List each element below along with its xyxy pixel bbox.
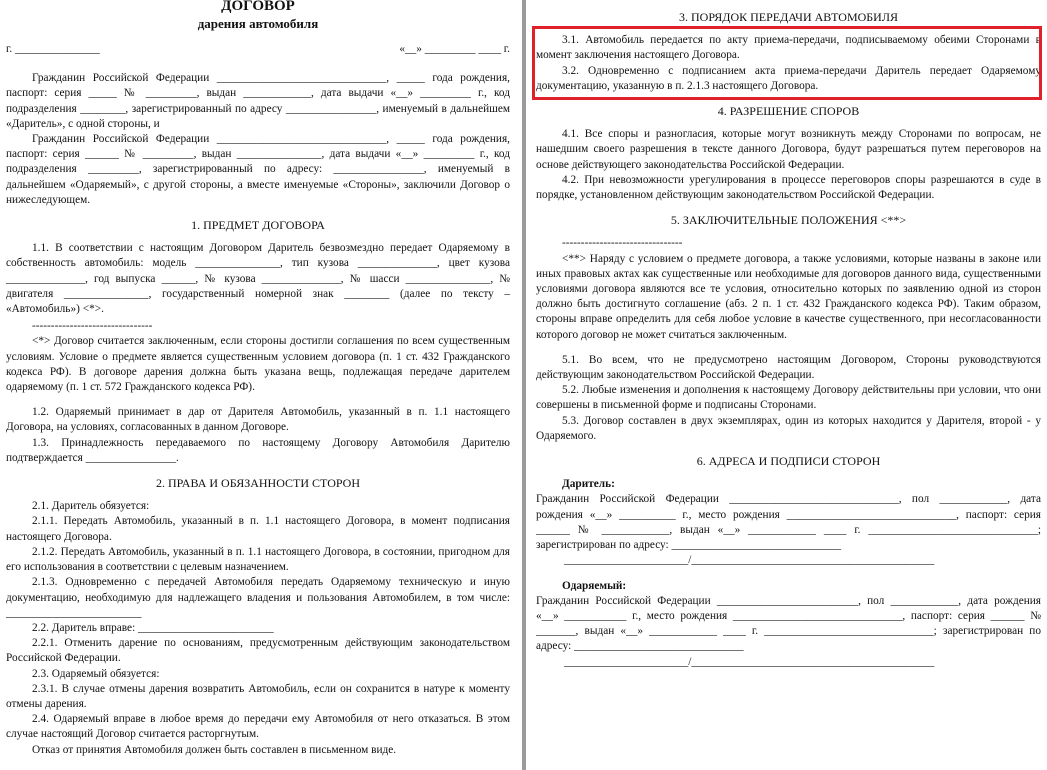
right-column [530,10,1047,670]
place-date-line [6,42,510,57]
donor-signature-line: ______________________/___________________________________________ [564,554,935,567]
clause-2-1-1: 2.1.1. Передать Автомобиль, указанный в п. 1.1 настоящего Договора, в момент подписания настоящего Договора. [6,515,510,543]
donor-details: Гражданин Российской Федерации ______________________________, пол ____________, дата рождения «__» __________ г., место рождения ______________________________, паспорт: серия ______ № ____________, выдан «__» ____________ ____ г. ______________________________; зарегистрирован по адресу: ______________________________ [536,493,1041,552]
document-subtitle: дарения автомобиля [197,16,319,31]
document-title: ДОГОВОР [221,0,295,14]
clause-2-1: 2.1. Даритель обязуется: [32,500,150,513]
page-divider [522,0,526,770]
section-1-title: 1. ПРЕДМЕТ ДОГОВОРА [191,218,325,233]
clause-3-1: 3.1. Автомобиль передается по акту приема-передачи, подписываемому обеими Сторонами в момент заключения настоящего Договора. [536,34,1041,62]
section-2-title: 2. ПРАВА И ОБЯЗАННОСТИ СТОРОН [155,476,361,491]
clause-5-3: 5.3. Договор составлен в двух экземплярах, один из которых находится у Дарителя, второй - у Одаряемого. [536,414,1041,442]
clause-1-2: 1.2. Одаряемый принимает в дар от Дарителя Автомобиль, указанный в п. 1.1 настоящего Договора, на условиях, согласованных в данном Договоре. [6,406,510,434]
section-3-title: 3. ПОРЯДОК ПЕРЕДАЧИ АВТОМОБИЛЯ [679,10,898,24]
clause-2-1-3: 2.1.3. Одновременно с передачей Автомобиля передать Одаряемому техническую и иную документацию, необходимую для надлежащего владения и пользования Автомобилем, в том числе: ________________________ [6,576,510,619]
right-page [530,0,1047,770]
footnote-separator-2: -------------------------------- [562,237,683,250]
clause-2-4-note: Отказ от принятия Автомобиля должен быть составлен в письменном виде. [32,743,397,756]
section-5-title: 5. ЗАКЛЮЧИТЕЛЬНЫЕ ПОЛОЖЕНИЯ <**> [670,213,907,228]
clause-2-2: 2.2. Даритель вправе: ________________________ [32,621,274,634]
clause-5-2: 5.2. Любые изменения и дополнения к настоящему Договору действительны при условии, что они совершены в письменной форме и подписаны Сторонами. [536,384,1041,412]
recipient-label: Одаряемый: [562,579,627,592]
place-field: г. _______________ [6,43,100,55]
section-4-title: 4. РАЗРЕШЕНИЕ СПОРОВ [717,104,860,119]
recipient-details: Гражданин Российской Федерации _________________________, пол ____________, дата рождения «__» ___________ г., место рождения ______________________________, паспорт: серия ______ № _______, выдан «__» ____________ ____ г. ______________________________; зарегистрирован по адресу: ______________________________ [536,594,1041,653]
footnote-2: <**> Наряду с условием о предмете договора, а также условиями, которые названы в законе или иных правовых актах как существенные или необходимые для договоров данного вида, существенными условиями договора являются все те условия, относительно которых по заявлению одной из сторон должно быть достигнуто соглашение (абз. 2 п. 1 ст. 432 Гражданского кодекса РФ). Таким образом, стороны вправе определить для себя любое условие в качестве существенного, при несогласованности которого договор не может считаться заключенным. [536,252,1041,341]
footnote-separator: -------------------------------- [32,320,153,333]
clause-1-1: 1.1. В соответствии с настоящим Договором Даритель безвозмездно передает Одаряемому в собственность автомобиль: модель _______________, тип кузова ______________, цвет кузова ______________, год выпуска ______, № кузова ______________, № шасси _______________, № двигателя _______________, государственный номерной знак ________ (далее по тексту – «Автомобиль») <*>. [6,242,510,316]
footnote-1: <*> Договор считается заключенным, если стороны достигли соглашения по всем существенным условиям. Условие о предмете является существенным условием договора (п. 1 ст. 432 Гражданского кодекса РФ). В договоре дарения должна быть указана вещь, подлежащая передаче дарителем одаряемому (п. 1 ст. 572 Гражданского кодекса РФ). [6,335,510,394]
recipient-signature-line: ______________________/___________________________________________ [564,655,935,668]
party-recipient: Гражданин Российской Федерации ______________________________, _____ года рождения, паспорт: серия ______ № _________, выдан _______________, дата выдачи «__» _________ г., код подразделения _________, зарегистрированный по адресу: ________________, именуемый в дальнейшем «Одаряемый», с другой стороны, а вместе именуемые «Стороны», заключили Договор о нижеследующем. [6,133,510,206]
clause-1-3: 1.3. Принадлежность передаваемого по настоящему Договору Автомобиля Дарителю подтверждается ________________. [6,436,510,464]
clause-3-2: 3.2. Одновременно с подписанием акта приема-передачи Даритель передает Одаряемому документацию, указанную в п. 2.1.3 настоящего Договора. [536,64,1041,92]
clause-4-1: 4.1. Все споры и разногласия, которые могут возникнуть между Сторонами по вопросам, не нашедшим своего разрешения в тексте данного Договора, будут разрешаться путем переговоров на основе действующего законодательства Российской Федерации. [536,128,1041,171]
clause-2-4: 2.4. Одаряемый вправе в любое время до передачи ему Автомобиля от него отказаться. В этом случае настоящий Договор считается расторгнутым. [6,713,510,741]
clause-2-2-1: 2.2.1. Отменить дарение по основаниям, предусмотренным действующим законодательством Российской Федерации. [6,637,510,665]
party-donor: Гражданин Российской Федерации ______________________________, _____ года рождения, паспорт: серия _____ № _________, выдан ____________, дата выдачи «__» _________ г., код подразделения ________, зарегистрированный по адресу ________________, именуемый в дальнейшем «Даритель», с одной стороны, и [6,72,510,130]
left-page [0,0,520,770]
date-field: «__» _________ ____ г. [399,43,510,55]
clause-4-2: 4.2. При невозможности урегулирования в процессе переговоров споры разрешаются в суде в порядке, установленном действующим законодательством Российской Федерации. [536,173,1041,202]
left-column [0,0,520,758]
section-6-title: 6. АДРЕСА И ПОДПИСИ СТОРОН [696,454,881,469]
donor-label: Даритель: [562,478,615,491]
clause-2-3-1: 2.3.1. В случае отмены дарения возвратить Автомобиль, если он сохранится в натуре к моменту отмены дарения. [6,682,510,710]
clause-2-3: 2.3. Одаряемый обязуется: [32,667,160,680]
clause-5-1: 5.1. Во всем, что не предусмотрено настоящим Договором, Стороны руководствуются действующим законодательством Российской Федерации. [536,353,1041,382]
clause-2-1-2: 2.1.2. Передать Автомобиль, указанный в п. 1.1 настоящего Договора, в состоянии, пригодном для его использования в соответствии с целевым назначением. [6,545,510,574]
